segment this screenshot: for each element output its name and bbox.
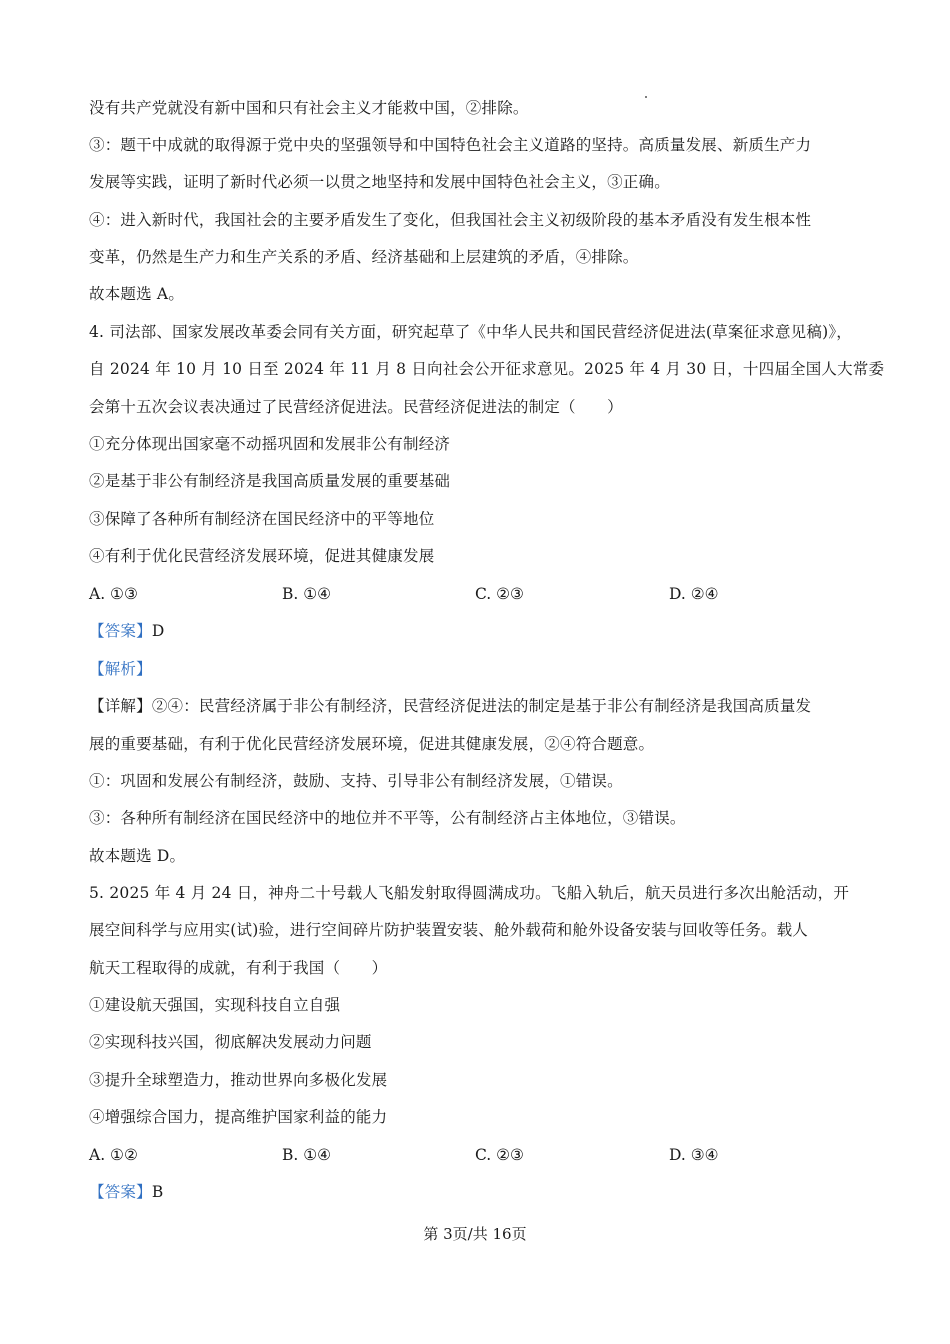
q4-item-4: ④有利于优化民营经济发展环境，促进其健康发展 [89, 547, 435, 565]
prev-analysis-line-5: 变革，仍然是生产力和生产关系的矛盾、经济基础和上层建筑的矛盾，④排除。 [89, 248, 639, 266]
q4-item-1: ①充分体现出国家毫不动摇巩固和发展非公有制经济 [89, 435, 451, 453]
q4-stem-line-2: 自 2024 年 10 月 10 日至 2024 年 11 月 8 日向社会公开征求意见。2025 年 4 月 30 日，十四届全国人大常委 [89, 360, 885, 378]
q4-stem-line-1: 4. 司法部、国家发展改革委会同有关方面，研究起草了《中华人民共和国民营经济促进法(草案征求意见稿)》， [89, 323, 852, 341]
q4-detail-line-1 [89, 696, 870, 716]
answer-value: D [151, 622, 165, 640]
prev-analysis-line-4: ④：进入新时代，我国社会的主要矛盾发生了变化，但我国社会主义初级阶段的基本矛盾没有发生根本性 [89, 211, 812, 229]
q4-detail-line-3: ①：巩固和发展公有制经济，鼓励、支持、引导非公有制经济发展，①错误。 [89, 772, 623, 790]
q5-answer [89, 1182, 870, 1202]
q4-answer [89, 621, 870, 641]
q4-option-d: D. ②④ [669, 585, 719, 603]
detail-tag: 【详解】 [89, 697, 152, 715]
q4-option-a: A. ①③ [89, 585, 138, 603]
q4-detail-line-2: 展的重要基础，有利于优化民营经济发展环境，促进其健康发展，②④符合题意。 [89, 735, 655, 753]
q5-option-b: B. ①④ [282, 1146, 332, 1164]
q5-stem-line-3: 航天工程取得的成就，有利于我国（ ） [89, 959, 388, 977]
q4-conclusion: 故本题选 D。 [89, 847, 186, 865]
prev-analysis-line-2: ③：题干中成就的取得源于党中央的坚强领导和中国特色社会主义道路的坚持。高质量发展、新质生产力 [89, 136, 812, 154]
detail-text: ②④：民营经济属于非公有制经济，民营经济促进法的制定是基于非公有制经济是我国高质量发 [151, 697, 812, 715]
prev-conclusion: 故本题选 A。 [89, 285, 185, 303]
q4-detail-line-4: ③：各种所有制经济在国民经济中的地位并不平等，公有制经济占主体地位，③错误。 [89, 809, 686, 827]
q4-item-2: ②是基于非公有制经济是我国高质量发展的重要基础 [89, 472, 451, 490]
q5-option-d: D. ③④ [669, 1146, 719, 1164]
q5-option-c: C. ②③ [475, 1146, 524, 1164]
prev-analysis-line-1: 没有共产党就没有新中国和只有社会主义才能救中国，②排除。 [89, 99, 529, 117]
q4-analysis-heading [89, 659, 870, 679]
q5-stem-line-1: 5. 2025 年 4 月 24 日，神舟二十号载人飞船发射取得圆满成功。飞船入轨后，航天员进行多次出舱活动，开 [89, 884, 850, 902]
q5-item-2: ②实现科技兴国，彻底解决发展动力问题 [89, 1033, 372, 1051]
q5-stem-line-2: 展空间科学与应用实(试)验，进行空间碎片防护装置安装、舱外载荷和舱外设备安装与回收等任务。载人 [89, 921, 808, 939]
answer-tag: 【答案】 [89, 1183, 152, 1201]
q4-option-b: B. ①④ [282, 585, 332, 603]
answer-tag: 【答案】 [89, 622, 152, 640]
q4-stem-line-3: 会第十五次会议表决通过了民营经济促进法。民营经济促进法的制定（ ） [89, 398, 623, 416]
page-footer: 第 3页/共 16页 [423, 1225, 527, 1243]
q4-item-3: ③保障了各种所有制经济在国民经济中的平等地位 [89, 510, 435, 528]
q5-item-3: ③提升全球塑造力，推动世界向多极化发展 [89, 1071, 388, 1089]
q5-option-a: A. ①② [89, 1146, 138, 1164]
q5-item-4: ④增强综合国力，提高维护国家利益的能力 [89, 1108, 388, 1126]
prev-analysis-line-3: 发展等实践，证明了新时代必须一以贯之地坚持和发展中国特色社会主义，③正确。 [89, 173, 670, 191]
analysis-tag: 【解析】 [89, 660, 152, 678]
q4-option-c: C. ②③ [475, 585, 524, 603]
q5-item-1: ①建设航天强国，实现科技自立自强 [89, 996, 341, 1014]
answer-value: B [151, 1183, 164, 1201]
